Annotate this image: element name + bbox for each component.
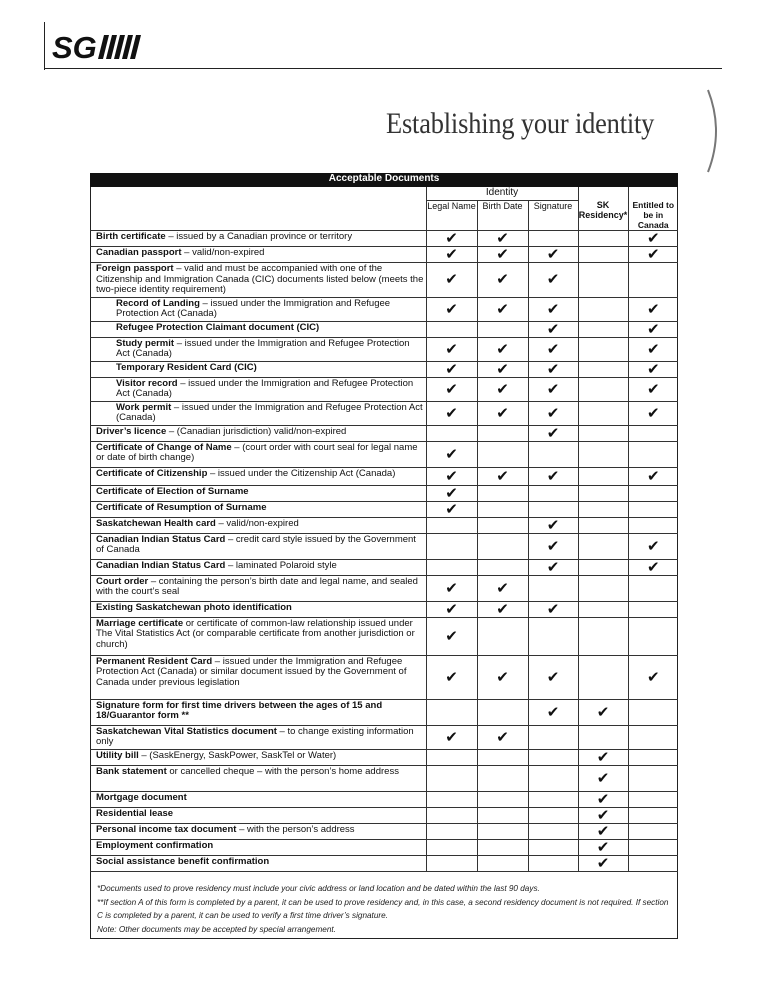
check-mark: ✔ bbox=[426, 601, 477, 617]
document-name-cell bbox=[90, 765, 426, 791]
col-legal-name: Legal Name bbox=[426, 200, 477, 231]
check-mark: ✔ bbox=[477, 655, 528, 699]
empty-cell bbox=[528, 839, 578, 855]
document-description: – credit card style issued by the Government of Canada bbox=[96, 533, 416, 555]
empty-cell bbox=[528, 807, 578, 823]
check-mark: ✔ bbox=[477, 601, 528, 617]
footnote-residency: *Documents used to prove residency must include your civic address or land location and be dated within the last 90 days. bbox=[97, 884, 540, 893]
check-mark: ✔ bbox=[628, 533, 678, 559]
empty-cell bbox=[477, 617, 528, 655]
empty-cell bbox=[628, 807, 678, 823]
empty-cell bbox=[528, 725, 578, 749]
document-name-cell bbox=[90, 823, 426, 839]
footnote-other: Note: Other documents may be accepted by special arrangement. bbox=[97, 924, 336, 934]
empty-cell bbox=[426, 807, 477, 823]
table-row bbox=[90, 377, 678, 401]
table-row bbox=[90, 485, 678, 501]
empty-cell bbox=[578, 231, 628, 247]
empty-cell bbox=[578, 467, 628, 485]
empty-cell bbox=[426, 765, 477, 791]
check-mark: ✔ bbox=[628, 361, 678, 377]
document-name-cell bbox=[90, 321, 426, 337]
check-mark: ✔ bbox=[426, 377, 477, 401]
empty-cell bbox=[477, 807, 528, 823]
check-mark: ✔ bbox=[477, 337, 528, 361]
document-description: – issued by a Canadian province or territory bbox=[165, 231, 353, 242]
check-mark: ✔ bbox=[578, 749, 628, 765]
check-mark: ✔ bbox=[477, 377, 528, 401]
check-mark: ✔ bbox=[426, 337, 477, 361]
table-row bbox=[90, 655, 678, 699]
check-mark: ✔ bbox=[528, 533, 578, 559]
table-row bbox=[90, 321, 678, 337]
document-name-cell bbox=[90, 559, 426, 575]
empty-cell bbox=[528, 575, 578, 601]
check-mark: ✔ bbox=[528, 655, 578, 699]
table-row bbox=[90, 247, 678, 263]
check-mark: ✔ bbox=[628, 467, 678, 485]
acceptable-documents-table bbox=[90, 173, 678, 872]
empty-cell bbox=[477, 749, 528, 765]
empty-cell bbox=[628, 441, 678, 467]
document-description: – issued under the Immigration and Refugee Protection Act (Canada) or similar document issued by the Government of Canada under previous legislation bbox=[96, 655, 407, 688]
document-title: Employment confirmation bbox=[96, 839, 214, 851]
footnote-parent: **If section A of this form is completed by a parent, it can be used to prove residency and, in this case, a second residency document is not required. If section C is completed by a parent, it can be used to verify a first time driver’s signature. bbox=[97, 897, 669, 920]
table-row bbox=[90, 263, 678, 298]
document-title: Record of Landing bbox=[116, 297, 200, 309]
document-title: Saskatchewan Health card bbox=[96, 517, 216, 529]
empty-cell bbox=[628, 823, 678, 839]
check-mark: ✔ bbox=[628, 401, 678, 425]
document-description: – (SaskEnergy, SaskPower, SaskTel or Water) bbox=[138, 749, 337, 761]
empty-cell bbox=[628, 699, 678, 725]
document-name-cell bbox=[90, 699, 426, 725]
empty-cell bbox=[628, 725, 678, 749]
table-row bbox=[90, 725, 678, 749]
empty-cell bbox=[528, 485, 578, 501]
document-title: Certificate of Resumption of Surname bbox=[96, 501, 267, 513]
empty-cell bbox=[528, 765, 578, 791]
check-mark: ✔ bbox=[578, 839, 628, 855]
document-title: Saskatchewan Vital Statistics document bbox=[96, 725, 277, 737]
empty-cell bbox=[477, 839, 528, 855]
document-name-cell bbox=[90, 501, 426, 517]
check-mark: ✔ bbox=[528, 247, 578, 263]
empty-cell bbox=[578, 485, 628, 501]
empty-cell bbox=[477, 765, 528, 791]
check-mark: ✔ bbox=[578, 765, 628, 791]
empty-cell bbox=[528, 231, 578, 247]
document-description: – issued under the Immigration and Refugee Protection Act (Canada) bbox=[116, 401, 423, 423]
document-description: – valid/non-expired bbox=[181, 247, 265, 258]
document-name-cell bbox=[90, 533, 426, 559]
check-mark: ✔ bbox=[477, 401, 528, 425]
check-mark: ✔ bbox=[477, 575, 528, 601]
empty-cell bbox=[628, 485, 678, 501]
empty-cell bbox=[426, 823, 477, 839]
document-name-cell bbox=[90, 485, 426, 501]
document-name-cell bbox=[90, 807, 426, 823]
table-row bbox=[90, 807, 678, 823]
empty-cell bbox=[578, 517, 628, 533]
empty-cell bbox=[426, 749, 477, 765]
empty-cell bbox=[528, 749, 578, 765]
empty-cell bbox=[426, 321, 477, 337]
empty-cell bbox=[477, 823, 528, 839]
table-row bbox=[90, 337, 678, 361]
check-mark: ✔ bbox=[528, 401, 578, 425]
empty-cell bbox=[578, 247, 628, 263]
empty-cell bbox=[578, 425, 628, 441]
empty-cell bbox=[528, 617, 578, 655]
empty-cell bbox=[578, 361, 628, 377]
check-mark: ✔ bbox=[578, 855, 628, 871]
document-name-cell bbox=[90, 655, 426, 699]
check-mark: ✔ bbox=[426, 485, 477, 501]
document-title: Birth certificate bbox=[96, 231, 166, 242]
check-mark: ✔ bbox=[477, 361, 528, 377]
check-mark: ✔ bbox=[628, 321, 678, 337]
document-name-cell bbox=[90, 361, 426, 377]
document-name-cell bbox=[90, 425, 426, 441]
empty-cell bbox=[477, 485, 528, 501]
document-description: – issued under the Immigration and Refugee Protection Act (Canada) bbox=[116, 337, 410, 359]
document-title: Court order bbox=[96, 575, 149, 587]
document-title: Bank statement bbox=[96, 765, 167, 777]
document-name-cell bbox=[90, 231, 426, 247]
col-birth-date: Birth Date bbox=[477, 200, 528, 231]
table-row bbox=[90, 231, 678, 247]
check-mark: ✔ bbox=[477, 725, 528, 749]
document-title: Study permit bbox=[116, 337, 175, 349]
empty-cell bbox=[426, 425, 477, 441]
empty-cell bbox=[477, 501, 528, 517]
document-name-cell bbox=[90, 297, 426, 321]
empty-cell bbox=[477, 855, 528, 871]
check-mark: ✔ bbox=[477, 263, 528, 298]
check-mark: ✔ bbox=[628, 337, 678, 361]
check-mark: ✔ bbox=[578, 807, 628, 823]
check-mark: ✔ bbox=[528, 517, 578, 533]
empty-cell bbox=[578, 533, 628, 559]
document-description: – issued under the Immigration and Refugee Protection Act (Canada) bbox=[116, 297, 391, 319]
check-mark: ✔ bbox=[528, 337, 578, 361]
empty-cell bbox=[578, 559, 628, 575]
empty-cell bbox=[628, 601, 678, 617]
title-bracket-decoration bbox=[704, 88, 728, 179]
empty-cell bbox=[578, 401, 628, 425]
check-mark: ✔ bbox=[426, 401, 477, 425]
table-row bbox=[90, 855, 678, 871]
footnotes bbox=[97, 882, 672, 936]
document-description: – (Canadian jurisdiction) valid/non-expired bbox=[166, 425, 347, 437]
header-rule-vertical bbox=[44, 22, 45, 70]
check-mark: ✔ bbox=[426, 725, 477, 749]
empty-cell bbox=[578, 263, 628, 298]
document-description: – with the person’s address bbox=[236, 823, 355, 835]
check-mark: ✔ bbox=[426, 231, 477, 247]
document-title: Visitor record bbox=[116, 377, 178, 389]
check-mark: ✔ bbox=[426, 297, 477, 321]
document-name-cell bbox=[90, 337, 426, 361]
check-mark: ✔ bbox=[628, 297, 678, 321]
empty-cell bbox=[578, 601, 628, 617]
sgi-logo bbox=[52, 31, 152, 68]
empty-cell bbox=[578, 441, 628, 467]
empty-cell bbox=[528, 823, 578, 839]
document-name-cell bbox=[90, 441, 426, 467]
check-mark: ✔ bbox=[426, 247, 477, 263]
document-name-cell bbox=[90, 791, 426, 807]
table-row bbox=[90, 401, 678, 425]
document-name-cell bbox=[90, 263, 426, 298]
document-title: Existing Saskatchewan photo identification bbox=[96, 601, 292, 613]
check-mark: ✔ bbox=[528, 263, 578, 298]
document-title: Personal income tax document bbox=[96, 823, 237, 835]
check-mark: ✔ bbox=[426, 361, 477, 377]
document-name-cell bbox=[90, 839, 426, 855]
empty-cell bbox=[426, 533, 477, 559]
document-title: Refugee Protection Claimant document (CIC) bbox=[116, 321, 320, 333]
empty-cell bbox=[477, 441, 528, 467]
document-title: Driver’s licence bbox=[96, 425, 167, 437]
check-mark: ✔ bbox=[628, 231, 678, 247]
empty-cell bbox=[628, 765, 678, 791]
empty-cell bbox=[628, 501, 678, 517]
check-mark: ✔ bbox=[628, 655, 678, 699]
empty-cell bbox=[628, 855, 678, 871]
empty-cell bbox=[426, 839, 477, 855]
table-row bbox=[90, 467, 678, 485]
empty-cell bbox=[628, 575, 678, 601]
empty-cell bbox=[477, 321, 528, 337]
document-title: Residential lease bbox=[96, 807, 174, 819]
table-row bbox=[90, 559, 678, 575]
table-row bbox=[90, 297, 678, 321]
check-mark: ✔ bbox=[628, 559, 678, 575]
empty-cell bbox=[477, 517, 528, 533]
empty-cell bbox=[528, 791, 578, 807]
empty-cell bbox=[578, 655, 628, 699]
document-name-cell bbox=[90, 467, 426, 485]
document-description: or certificate of common-law relationship issued under The Vital Statistics Act (or comparable certificate from another jurisdiction or church) bbox=[96, 617, 415, 650]
check-mark: ✔ bbox=[578, 823, 628, 839]
empty-cell bbox=[628, 263, 678, 298]
empty-cell bbox=[578, 337, 628, 361]
check-mark: ✔ bbox=[426, 263, 477, 298]
table-row bbox=[90, 765, 678, 791]
document-name-cell bbox=[90, 855, 426, 871]
empty-cell bbox=[477, 533, 528, 559]
document-description: – to change existing information only bbox=[96, 725, 414, 747]
empty-cell bbox=[528, 441, 578, 467]
document-description: – issued under the Immigration and Refugee Protection Act (Canada) bbox=[116, 377, 414, 399]
table-row bbox=[90, 425, 678, 441]
check-mark: ✔ bbox=[477, 467, 528, 485]
document-title: Permanent Resident Card bbox=[96, 655, 213, 667]
empty-cell bbox=[578, 501, 628, 517]
empty-cell bbox=[628, 839, 678, 855]
document-name-cell bbox=[90, 247, 426, 263]
document-name-cell bbox=[90, 601, 426, 617]
empty-cell bbox=[628, 791, 678, 807]
check-mark: ✔ bbox=[528, 699, 578, 725]
check-mark: ✔ bbox=[628, 377, 678, 401]
table-row bbox=[90, 517, 678, 533]
empty-cell bbox=[426, 559, 477, 575]
empty-cell bbox=[578, 617, 628, 655]
empty-cell bbox=[426, 791, 477, 807]
page-title: Establishing your identity bbox=[386, 107, 655, 140]
document-description: – valid and must be accompanied with one of the Citizenship and Immigration Canada (CIC) documents listed below (meets the two-piece identity requirement) bbox=[96, 263, 424, 295]
document-name-cell bbox=[90, 749, 426, 765]
table-row bbox=[90, 617, 678, 655]
empty-cell bbox=[477, 559, 528, 575]
check-mark: ✔ bbox=[426, 575, 477, 601]
check-mark: ✔ bbox=[528, 321, 578, 337]
check-mark: ✔ bbox=[477, 297, 528, 321]
check-mark: ✔ bbox=[578, 791, 628, 807]
empty-cell bbox=[628, 517, 678, 533]
empty-cell bbox=[528, 855, 578, 871]
document-title: Certificate of Change of Name bbox=[96, 441, 232, 453]
check-mark: ✔ bbox=[628, 247, 678, 263]
document-name-cell bbox=[90, 617, 426, 655]
table-row bbox=[90, 791, 678, 807]
empty-cell bbox=[578, 725, 628, 749]
check-mark: ✔ bbox=[528, 601, 578, 617]
empty-cell bbox=[578, 575, 628, 601]
empty-cell bbox=[628, 425, 678, 441]
empty-cell bbox=[426, 517, 477, 533]
table-row bbox=[90, 699, 678, 725]
check-mark: ✔ bbox=[528, 559, 578, 575]
document-description: or cancelled cheque – with the person’s home address bbox=[166, 765, 399, 777]
empty-cell bbox=[578, 321, 628, 337]
check-mark: ✔ bbox=[477, 231, 528, 247]
document-title: Marriage certificate bbox=[96, 617, 184, 629]
col-sk-residency: SK Residency* bbox=[578, 200, 628, 231]
empty-cell bbox=[628, 749, 678, 765]
table-row bbox=[90, 823, 678, 839]
empty-cell bbox=[528, 501, 578, 517]
document-title: Utility bill bbox=[96, 749, 139, 761]
check-mark: ✔ bbox=[426, 441, 477, 467]
check-mark: ✔ bbox=[578, 699, 628, 725]
col-signature: Signature bbox=[528, 200, 578, 231]
document-title: Signature form for first time drivers between the ages of 15 and 18/Guarantor form ** bbox=[96, 699, 383, 721]
document-title: Mortgage document bbox=[96, 791, 187, 803]
document-name-cell bbox=[90, 575, 426, 601]
document-title: Canadian passport bbox=[96, 247, 182, 258]
document-name-cell bbox=[90, 725, 426, 749]
check-mark: ✔ bbox=[528, 361, 578, 377]
document-description: – (court order with court seal for legal name or date of birth change) bbox=[96, 441, 418, 463]
check-mark: ✔ bbox=[426, 655, 477, 699]
document-description: – issued under the Citizenship Act (Canada) bbox=[207, 467, 396, 479]
document-title: Work permit bbox=[116, 401, 172, 413]
check-mark: ✔ bbox=[528, 297, 578, 321]
table-row bbox=[90, 749, 678, 765]
table-row bbox=[90, 501, 678, 517]
col-entitled-canada: Entitled to be in Canada bbox=[628, 200, 678, 231]
table-row bbox=[90, 839, 678, 855]
empty-cell bbox=[426, 699, 477, 725]
document-title: Certificate of Citizenship bbox=[96, 467, 208, 479]
check-mark: ✔ bbox=[528, 425, 578, 441]
document-name-cell bbox=[90, 401, 426, 425]
empty-cell bbox=[477, 699, 528, 725]
empty-cell bbox=[426, 855, 477, 871]
table-header: Acceptable Documents bbox=[90, 173, 678, 187]
empty-cell bbox=[578, 377, 628, 401]
check-mark: ✔ bbox=[426, 501, 477, 517]
document-name-cell bbox=[90, 517, 426, 533]
empty-cell bbox=[477, 425, 528, 441]
table-row bbox=[90, 441, 678, 467]
check-mark: ✔ bbox=[477, 247, 528, 263]
check-mark: ✔ bbox=[528, 467, 578, 485]
document-title: Temporary Resident Card (CIC) bbox=[116, 361, 257, 373]
document-description: – containing the person’s birth date and legal name, and sealed with the court’s seal bbox=[96, 575, 418, 597]
table-row bbox=[90, 533, 678, 559]
empty-cell bbox=[628, 617, 678, 655]
document-title: Social assistance benefit confirmation bbox=[96, 855, 270, 867]
check-mark: ✔ bbox=[426, 467, 477, 485]
document-title: Canadian Indian Status Card bbox=[96, 559, 226, 571]
svg-text:SG: SG bbox=[52, 31, 97, 63]
document-description: – valid/non-expired bbox=[215, 517, 299, 529]
document-title: Certificate of Election of Surname bbox=[96, 485, 249, 497]
document-title: Foreign passport bbox=[96, 263, 174, 274]
identity-group-label: Identity bbox=[426, 187, 578, 200]
table-row bbox=[90, 361, 678, 377]
document-description: – laminated Polaroid style bbox=[225, 559, 337, 571]
empty-cell bbox=[578, 297, 628, 321]
check-mark: ✔ bbox=[426, 617, 477, 655]
document-title: Canadian Indian Status Card bbox=[96, 533, 226, 545]
empty-cell bbox=[477, 791, 528, 807]
document-name-cell bbox=[90, 377, 426, 401]
table-row bbox=[90, 575, 678, 601]
table-row bbox=[90, 601, 678, 617]
header-rule-horizontal bbox=[44, 68, 722, 69]
check-mark: ✔ bbox=[528, 377, 578, 401]
